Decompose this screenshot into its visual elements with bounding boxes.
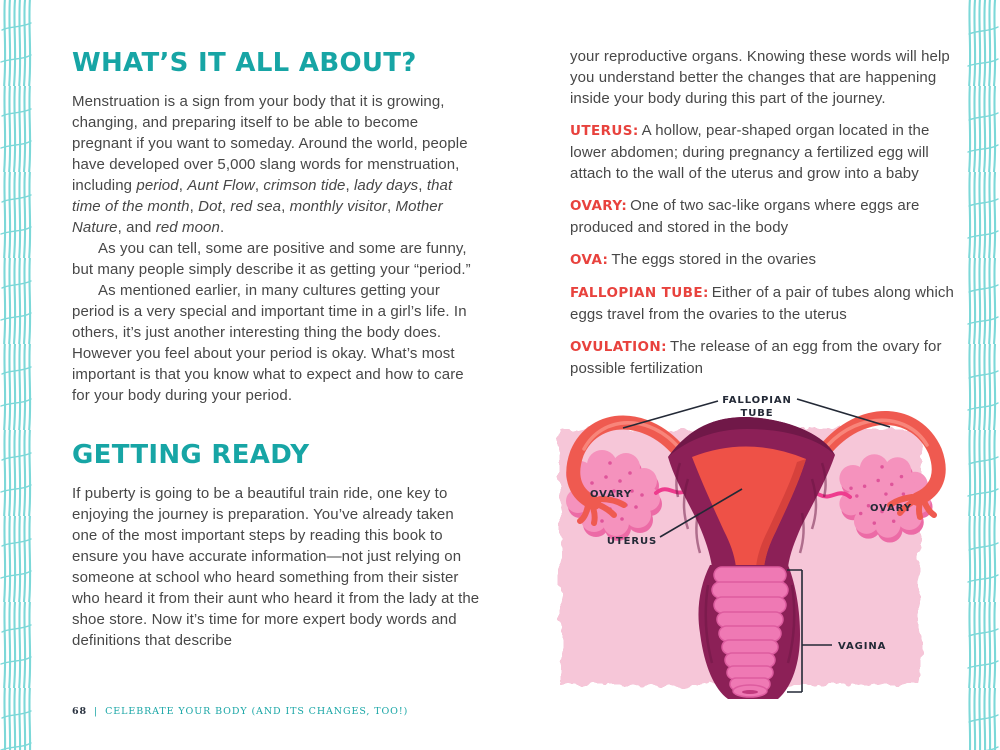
paragraph-cultures: As mentioned earlier, in many cultures getting your period is a very special and important time in a girl’s life. In others, it’s just another interesting thing the body does. However you feel about your period is okay. What’s most important is that you know what to expect and how to care for your body during your period.	[72, 282, 467, 404]
scribble-pattern-fill-left	[0, 0, 32, 750]
uterus-label: UTERUS	[606, 536, 658, 547]
glossary-entry-ovary	[570, 195, 958, 238]
paragraph-menstruation-intro: Menstruation is a sign from your body that it is growing, changing, and preparing itself to be able to become pregnant if you want to someday. Around the world, people have developed over 5,000 slang words for menstruation, including period, Aunt Flow, crimson tide, lady days, that time of the month, Dot, red sea, monthly visitor, Mother Nature, and red moon.	[72, 93, 468, 236]
fallopian-tube-label-line2: TUBE	[740, 408, 774, 419]
glossary-term-ovary: OVARY:	[570, 198, 628, 214]
glossary-definition-ova: The eggs stored in the ovaries	[611, 251, 817, 268]
section-heading-getting-ready: GETTING READY	[72, 440, 310, 470]
footer-separator: |	[94, 706, 99, 717]
glossary-term-ovulation: OVULATION:	[570, 339, 667, 355]
paragraph-getting-ready: If puberty is going to be a beautiful train ride, one key to enjoying the journey is preparation. You’ve already taken one of the most important steps by reading this book to ensure you have accurate information—not just relying on someone at school who heard something from their sister who heard it from their aunt who heard it from the lady at the shoe store. Now it’s time for more expert body words and definitions that describe	[72, 485, 480, 649]
reproductive-system-illustration	[550, 383, 970, 713]
glossary-entry-uterus	[570, 120, 958, 184]
vagina-label: VAGINA	[838, 641, 887, 652]
scribble-border-left	[0, 0, 32, 750]
glossary-term-fallopian-tube: FALLOPIAN TUBE:	[570, 285, 709, 301]
page-footer	[72, 706, 408, 717]
section-heading-whats-it-all-about: WHAT’S IT ALL ABOUT?	[72, 48, 417, 78]
glossary-term-uterus: UTERUS:	[570, 123, 639, 139]
right-page-column	[570, 46, 958, 379]
glossary-term-ova: OVA:	[570, 252, 609, 268]
paragraph-reproductive-organs-intro: your reproductive organs. Knowing these words will help you understand better the changes that are happening inside your body during this part of the journey.	[570, 48, 950, 107]
glossary-definition-ovary: One of two sac-like organs where eggs are produced and stored in the body	[570, 197, 920, 236]
paragraph-slang-positive-funny: As you can tell, some are positive and some are funny, but many people simply describe it as getting your “period.”	[72, 240, 471, 278]
glossary-definition-fallopian-tube: Either of a pair of tubes along which eggs travel from the ovaries to the uterus	[570, 284, 954, 323]
ovary-left-label: OVARY	[590, 489, 632, 500]
running-book-title: CELEBRATE YOUR BODY (AND ITS CHANGES, TOO!)	[105, 706, 409, 717]
glossary-definition-uterus: A hollow, pear-shaped organ located in the lower abdomen; during pregnancy a fertilized egg will attach to the wall of the uterus and grow into a baby	[570, 122, 930, 182]
glossary-definition-ovulation: The release of an egg from the ovary for possible fertilization	[570, 338, 942, 377]
ovary-right-label: OVARY	[870, 503, 912, 514]
reproductive-system-diagram	[550, 383, 970, 713]
glossary-entry-ova	[570, 249, 958, 271]
left-page-column	[72, 48, 482, 651]
page-number: 68	[72, 706, 88, 717]
glossary-entry-ovulation	[570, 336, 958, 379]
fallopian-tube-label-line1: FALLOPIAN	[722, 395, 792, 406]
glossary-entry-fallopian-tube	[570, 282, 958, 325]
